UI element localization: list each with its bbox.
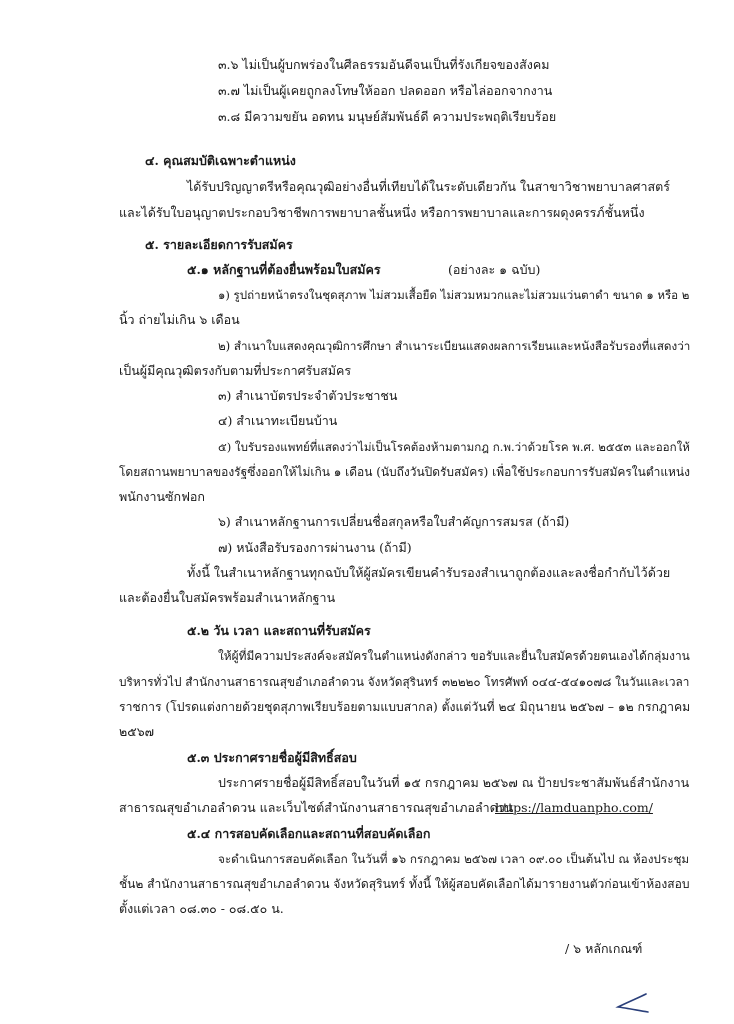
section-5-1-note: (อย่างละ ๑ ฉบับ) [448, 262, 541, 277]
section-5-4-text-line: จะดำเนินการสอบคัดเลือก ในวันที่ ๑๖ กรกฎาคม ๒๕๖๗ เวลา ๐๙.๐๐ เป็นต้นไป ณ ห้องประชุม [218, 852, 690, 866]
section-5-3-text-line: สาธารณสุขอำเภอลำดวน และเว็บไซต์สำนักงานสาธารณสุขอำเภอลำดวน [119, 800, 514, 815]
list-item: ๗) หนังสือรับรองการผ่านงาน (ถ้ามี) [218, 540, 412, 555]
section-5-2-heading: ๕.๒ วัน เวลา และสถานที่รับสมัคร [187, 623, 371, 638]
list-item: ๕) ใบรับรองแพทย์ที่แสดงว่าไม่เป็นโรคต้องห้ามตามกฎ ก.พ.ว่าด้วยโรค พ.ศ. ๒๕๕๓ และออกให้ [218, 440, 690, 454]
section-5-4-text-line: ชั้น๒ สำนักงานสาธารณสุขอำเภอลำดวน จังหวัดสุรินทร์ ทั้งนี้ ให้ผู้สอบคัดเลือกได้มารายงานตัวก่อนเข้าห้องสอบ [119, 877, 690, 891]
list-item-continuation: พนักงานซักฟอก [119, 489, 205, 504]
pen-mark-icon [612, 990, 652, 1016]
section-5-3-heading: ๕.๓ ประกาศรายชื่อผู้มีสิทธิ์สอบ [187, 750, 357, 765]
list-item: ๔) สำเนาทะเบียนบ้าน [218, 413, 338, 428]
section-5-2-text-line: ๒๕๖๗ [119, 724, 155, 739]
list-item: ๒) สำเนาใบแสดงคุณวุฒิการศึกษา สำเนาระเบียนแสดงผลการเรียนและหนังสือรับรองที่แสดงว่า [218, 339, 691, 353]
qualification-3-8: ๓.๘ มีความขยัน อดทน มนุษย์สัมพันธ์ดี ความประพฤติเรียบร้อย [218, 109, 557, 124]
list-item-continuation: นิ้ว ถ่ายไม่เกิน ๖ เดือน [119, 312, 240, 327]
section-5-2-text-line: ให้ผู้ที่มีความประสงค์จะสมัครในตำแหน่งดังกล่าว ขอรับและยื่นใบสมัครด้วยตนเองได้กลุ่มงาน [218, 649, 690, 663]
section-5-4-text-line: ตั้งแต่เวลา ๐๘.๓๐ - ๐๘.๕๐ น. [119, 901, 284, 916]
section-4-text-line: ได้รับปริญญาตรีหรือคุณวุฒิอย่างอื่นที่เทียบได้ในระดับเดียวกัน ในสาขาวิชาพยาบาลศาสตร์ [187, 179, 670, 194]
website-link[interactable]: https://lamduanpho.com/ [495, 800, 653, 815]
section-4-text-line: และได้รับใบอนุญาตประกอบวิชาชีพการพยาบาลชั้นหนึ่ง หรือการพยาบาลและการผดุงครรภ์ชั้นหนึ่ง [119, 205, 645, 220]
section-5-2-text-line: ราชการ (โปรดแต่งกายด้วยชุดสุภาพเรียบร้อยตามแบบสากล) ตั้งแต่วันที่ ๒๔ มิถุนายน ๒๕๖๗ – ๑๒ กรกฎาคม [119, 700, 691, 714]
list-item: ๖) สำเนาหลักฐานการเปลี่ยนชื่อสกุลหรือใบสำคัญการสมรส (ถ้ามี) [218, 514, 570, 529]
continuation-marker: / ๖ หลักเกณฑ์ [565, 941, 643, 956]
section-5-heading: ๕. รายละเอียดการรับสมัคร [145, 237, 293, 252]
list-item: ๓) สำเนาบัตรประจำตัวประชาชน [218, 388, 398, 403]
section-5-4-heading: ๕.๔ การสอบคัดเลือกและสถานที่สอบคัดเลือก [187, 826, 431, 841]
section-5-2-text-line: บริหารทั่วไป สำนักงานสาธารณสุขอำเภอลำดวน จังหวัดสุรินทร์ ๓๒๒๒๐ โทรศัพท์ ๐๔๔-๕๔๑๐๗๘ ในวันและเวลา [119, 675, 690, 689]
qualification-3-6: ๓.๖ ไม่เป็นผู้บกพร่องในศีลธรรมอันดีจนเป็นที่รังเกียจของสังคม [218, 57, 550, 72]
qualification-3-7: ๓.๗ ไม่เป็นผู้เคยถูกลงโทษให้ออก ปลดออก หรือไล่ออกจากงาน [218, 83, 553, 98]
section-5-1-tail: ทั้งนี้ ในสำเนาหลักฐานทุกฉบับให้ผู้สมัครเขียนคำรับรองสำเนาถูกต้องและลงชื่อกำกับไว้ด้วย [187, 565, 671, 580]
section-4-heading: ๔. คุณสมบัติเฉพาะตำแหน่ง [145, 153, 296, 168]
list-item: ๑) รูปถ่ายหน้าตรงในชุดสุภาพ ไม่สวมเสื้อยืด ไม่สวมหมวกและไม่สวมแว่นตาดำ ขนาด ๑ หรือ ๒ [218, 288, 690, 302]
section-5-1-tail: และต้องยื่นใบสมัครพร้อมสำเนาหลักฐาน [119, 590, 336, 605]
list-item-continuation: โดยสถานพยาบาลของรัฐซึ่งออกให้ไม่เกิน ๑ เดือน (นับถึงวันปิดรับสมัคร) เพื่อใช้ประกอบการรับสมัครในตำแหน่ง [119, 465, 690, 479]
section-5-1-heading: ๕.๑ หลักฐานที่ต้องยื่นพร้อมใบสมัคร [187, 262, 381, 277]
section-5-3-text-line: ประกาศรายชื่อผู้มีสิทธิ์สอบในวันที่ ๑๕ กรกฎาคม ๒๕๖๗ ณ ป้ายประชาสัมพันธ์สำนักงาน [218, 775, 690, 790]
list-item-continuation: เป็นผู้มีคุณวุฒิตรงกับตามที่ประกาศรับสมัคร [119, 363, 352, 378]
